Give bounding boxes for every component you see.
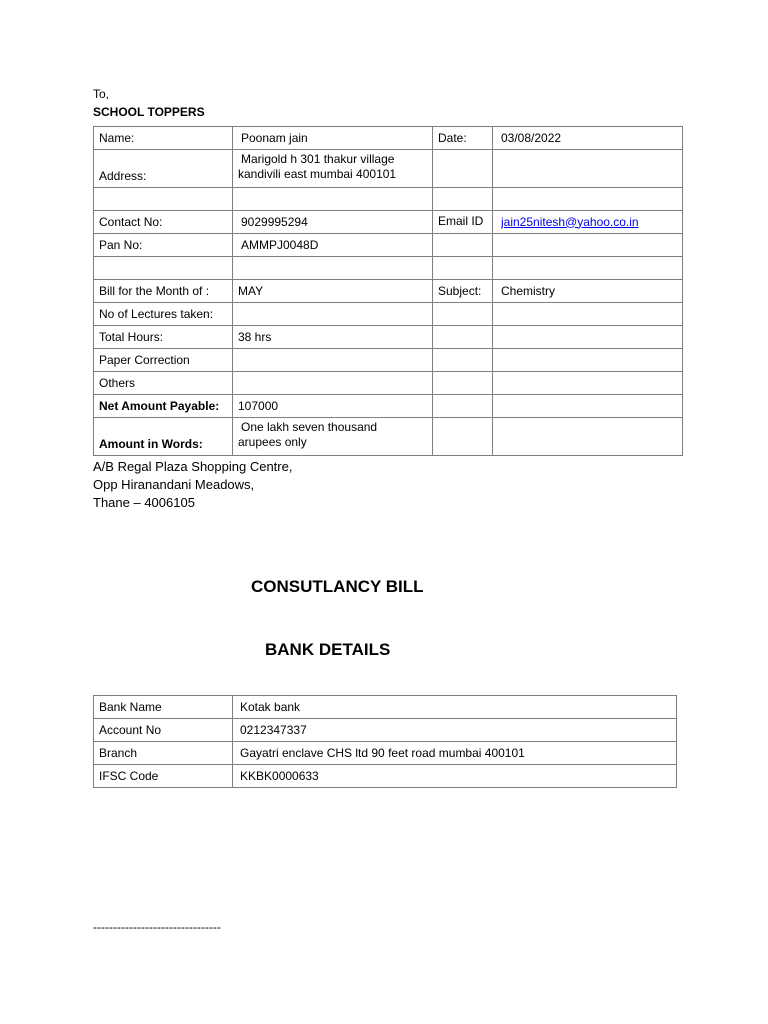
- address-value: [233, 150, 433, 188]
- empty-cell: [433, 303, 493, 326]
- empty-cell: [493, 372, 683, 395]
- name-value: Poonam jain: [233, 127, 433, 150]
- pan-value: AMMPJ0048D: [233, 234, 433, 257]
- table-row: [94, 234, 683, 257]
- address-line-1: Marigold h 301 thakur village: [241, 152, 395, 166]
- month-value: MAY: [233, 280, 433, 303]
- amount-words-value: [233, 418, 433, 456]
- empty-cell: [233, 257, 433, 280]
- empty-cell: [433, 188, 493, 211]
- amount-words-line-2: arupees only: [238, 435, 307, 449]
- table-row: [94, 303, 683, 326]
- subject-value: Chemistry: [493, 280, 683, 303]
- empty-cell: [493, 234, 683, 257]
- table-row: [94, 372, 683, 395]
- pan-label: Pan No:: [94, 234, 233, 257]
- date-label: Date:: [433, 127, 493, 150]
- empty-cell: [493, 326, 683, 349]
- contact-value: 9029995294: [233, 211, 433, 234]
- bank-name-value: Kotak bank: [233, 696, 677, 719]
- address-label: Address:: [94, 150, 233, 188]
- email-link[interactable]: jain25nitesh@yahoo.co.in: [501, 214, 639, 229]
- empty-cell: [94, 257, 233, 280]
- company-address-line-3: Thane – 4006105: [93, 495, 195, 510]
- signature-line: --------------------------------: [93, 920, 221, 934]
- table-row: [94, 719, 677, 742]
- empty-cell: [233, 372, 433, 395]
- address-line-2: kandivili east mumbai 400101: [238, 167, 397, 181]
- lectures-label: No of Lectures taken:: [94, 303, 233, 326]
- company-address-line-1: A/B Regal Plaza Shopping Centre,: [93, 459, 293, 474]
- recipient-company: SCHOOL TOPPERS: [93, 105, 205, 119]
- email-label-cell: [433, 211, 493, 234]
- empty-cell: [433, 234, 493, 257]
- name-label: Name:: [94, 127, 233, 150]
- branch-label: Branch: [94, 742, 233, 765]
- amount-words-line-1: One lakh seven thousand: [241, 420, 378, 434]
- account-no-label: Account No: [94, 719, 233, 742]
- empty-cell: [493, 188, 683, 211]
- empty-cell: [433, 395, 493, 418]
- company-address: [93, 458, 292, 512]
- hours-value: 38 hrs: [233, 326, 433, 349]
- company-address-line-2: Opp Hiranandani Meadows,: [93, 477, 255, 492]
- table-row: [94, 696, 677, 719]
- table-row: [94, 395, 683, 418]
- bank-details-table: [93, 695, 677, 788]
- email-label: Email ID: [438, 214, 484, 228]
- empty-cell: [233, 349, 433, 372]
- recipient-salutation: To,: [93, 87, 110, 101]
- empty-cell: [493, 418, 683, 456]
- empty-cell: [94, 188, 233, 211]
- invoice-table: [93, 126, 683, 456]
- table-row: [94, 765, 677, 788]
- subject-label: Subject:: [433, 280, 493, 303]
- paper-correction-label: Paper Correction: [94, 349, 233, 372]
- branch-value: Gayatri enclave CHS ltd 90 feet road mumbai 400101: [233, 742, 677, 765]
- table-row: [94, 326, 683, 349]
- empty-cell: [433, 372, 493, 395]
- amount-words-label: Amount in Words:: [94, 418, 233, 456]
- contact-label: Contact No:: [94, 211, 233, 234]
- empty-cell: [493, 257, 683, 280]
- empty-cell: [493, 395, 683, 418]
- table-row: [94, 150, 683, 188]
- empty-cell: [493, 349, 683, 372]
- bank-name-label: Bank Name: [94, 696, 233, 719]
- month-label: Bill for the Month of :: [94, 280, 233, 303]
- table-row: [94, 211, 683, 234]
- empty-cell: [433, 150, 493, 188]
- empty-cell: [433, 326, 493, 349]
- table-row: [94, 280, 683, 303]
- empty-cell: [493, 150, 683, 188]
- empty-cell: [233, 303, 433, 326]
- bill-title: CONSUTLANCY BILL: [251, 577, 424, 596]
- account-no-value: 0212347337: [233, 719, 677, 742]
- table-row: [94, 127, 683, 150]
- empty-cell: [233, 188, 433, 211]
- hours-label: Total Hours:: [94, 326, 233, 349]
- date-value: 03/08/2022: [493, 127, 683, 150]
- ifsc-label: IFSC Code: [94, 765, 233, 788]
- empty-cell: [493, 303, 683, 326]
- net-amount-value: 107000: [233, 395, 433, 418]
- table-row: [94, 349, 683, 372]
- empty-cell: [433, 257, 493, 280]
- empty-cell: [433, 418, 493, 456]
- others-label: Others: [94, 372, 233, 395]
- ifsc-value: KKBK0000633: [233, 765, 677, 788]
- table-row: [94, 257, 683, 280]
- net-amount-label: Net Amount Payable:: [94, 395, 233, 418]
- table-row: [94, 418, 683, 456]
- table-row: [94, 188, 683, 211]
- email-value-cell: [493, 211, 683, 234]
- empty-cell: [433, 349, 493, 372]
- bank-details-title: BANK DETAILS: [265, 640, 391, 659]
- table-row: [94, 742, 677, 765]
